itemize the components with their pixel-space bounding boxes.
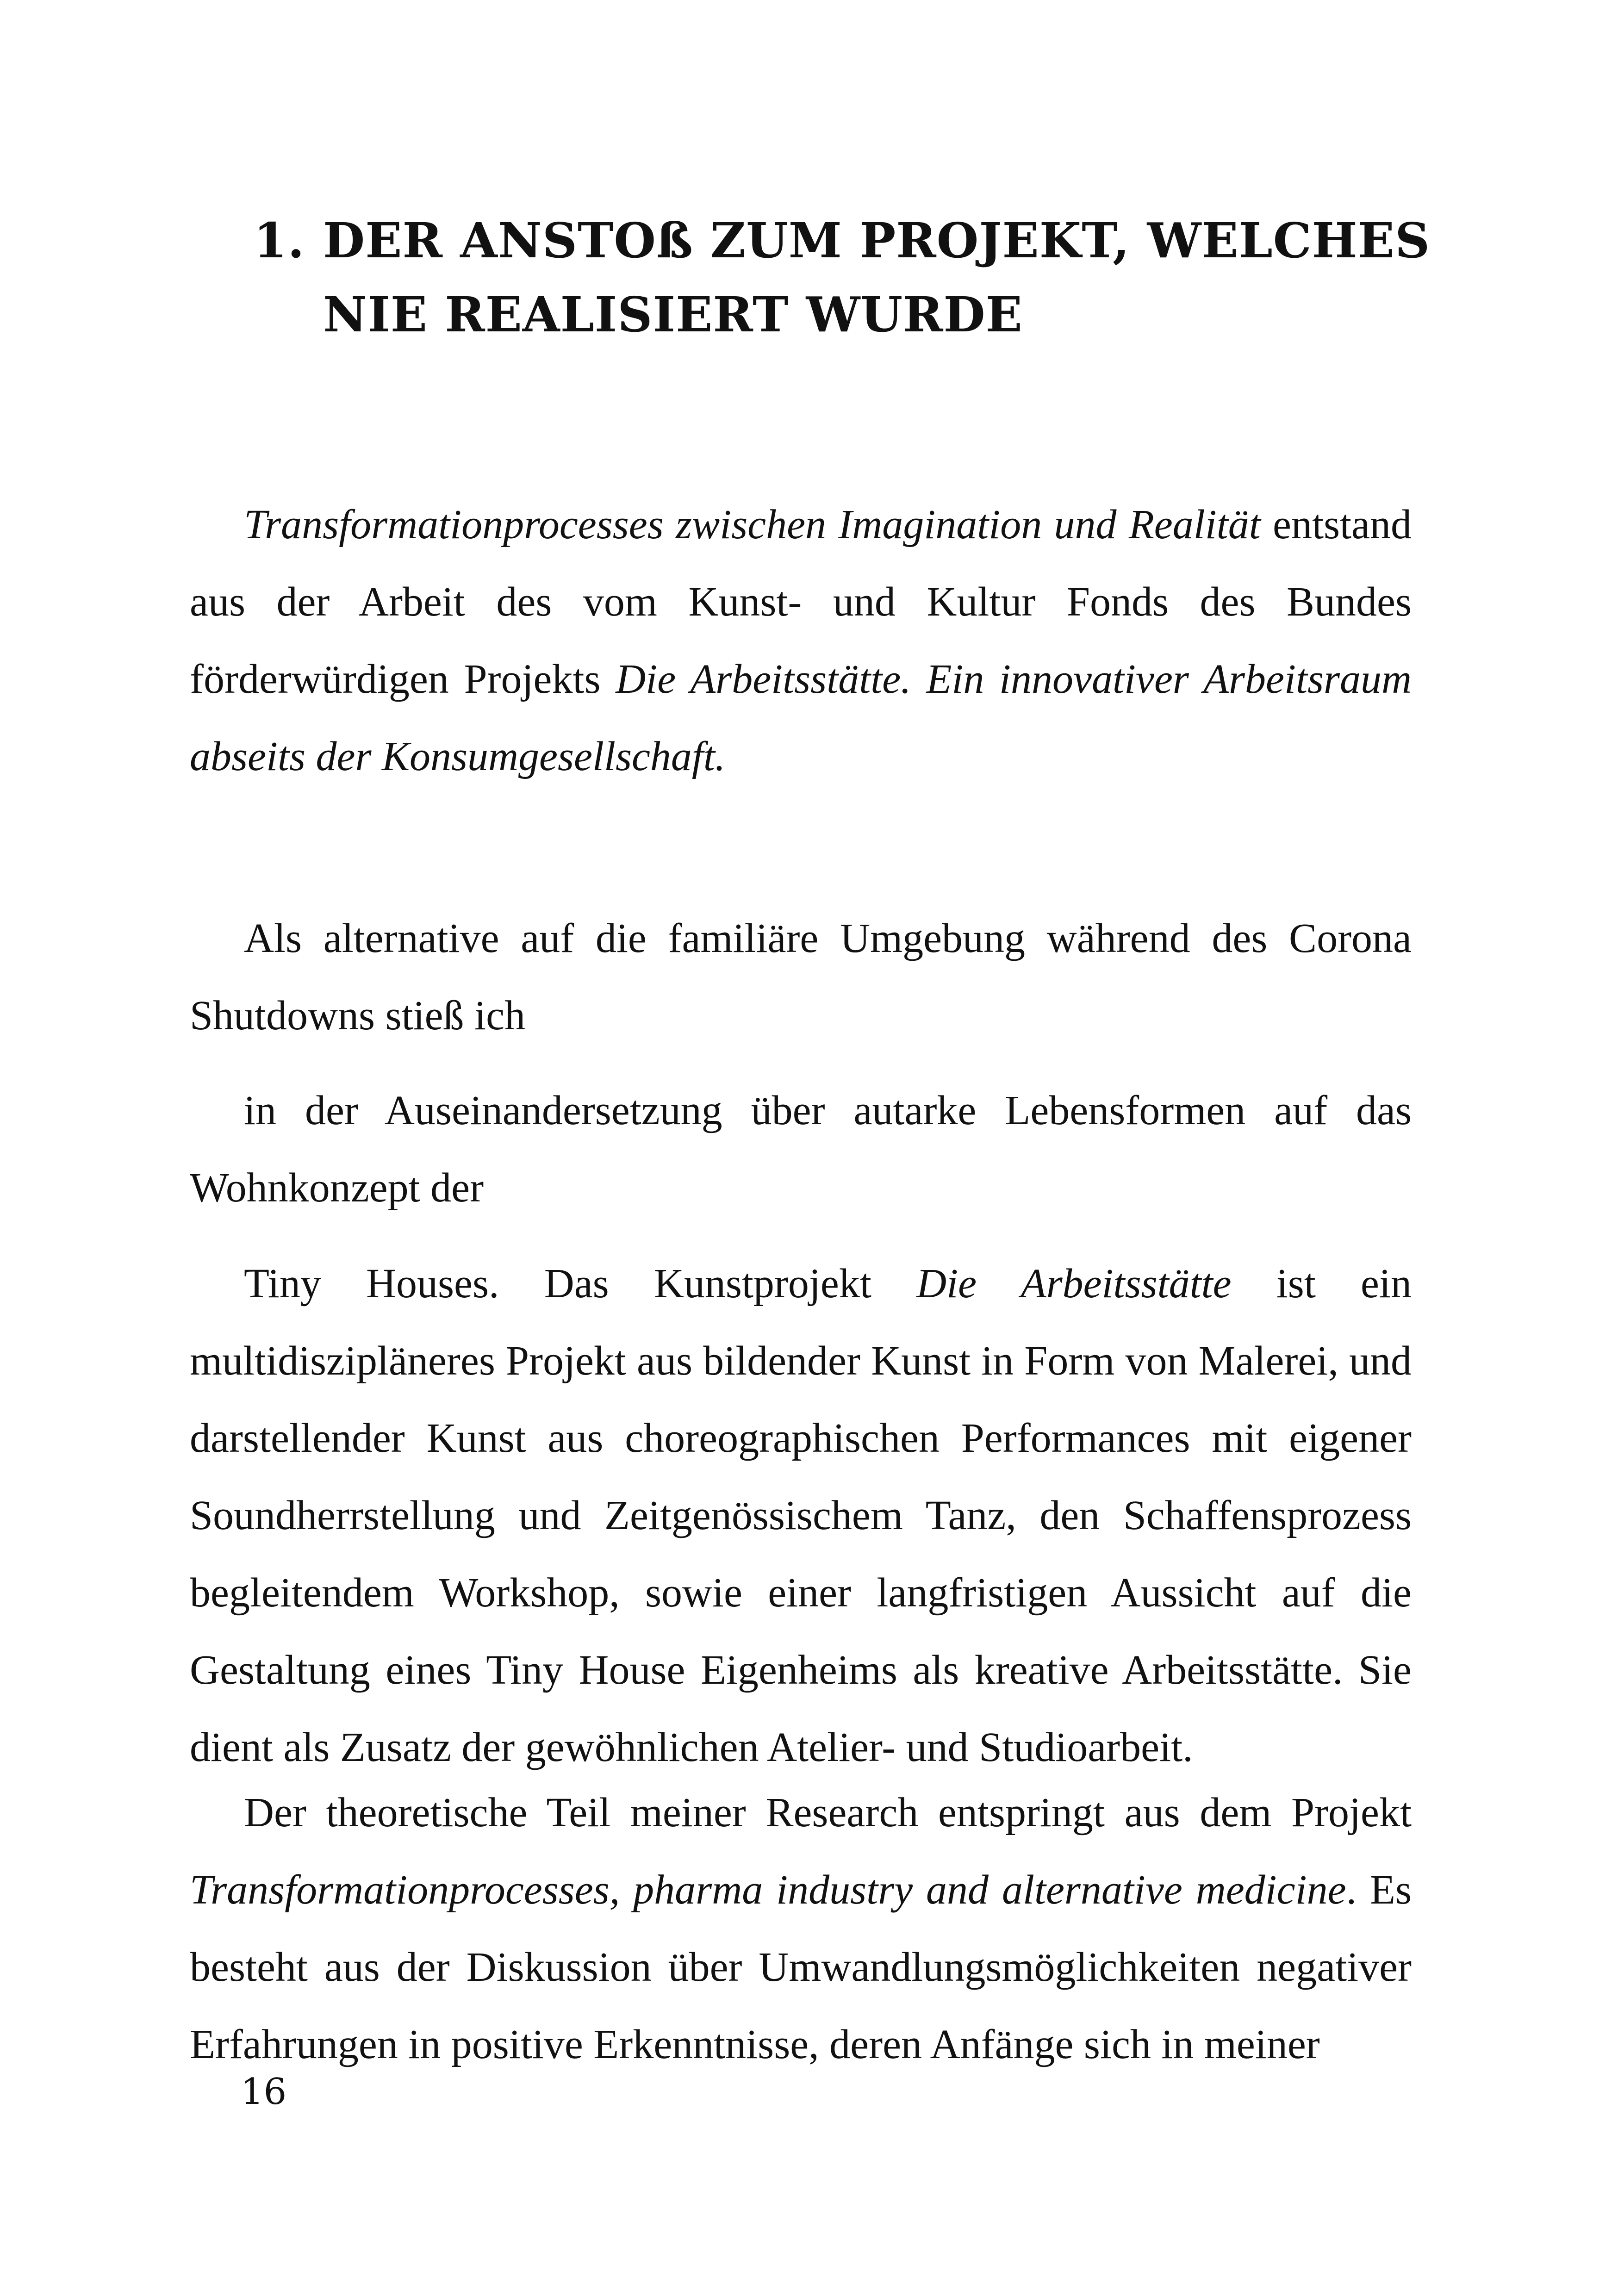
paragraph-tiny-houses — [190, 1245, 1412, 1786]
chapter-number: 1. — [254, 212, 305, 269]
paragraph-text: Tiny Houses. Das Kunstprojekt — [244, 1261, 917, 1307]
italic-project-title: Die Arbeitsstätte. Ein innovativer Arbeitsraum abseits der Konsumgesellschaft. — [190, 656, 1412, 779]
paragraph-living-forms — [190, 1072, 1412, 1226]
italic-project-title: Transformationprocesses, pharma industry and alternative medicine — [190, 1867, 1346, 1913]
paragraph-text: . Es besteht aus der Diskussion über Umwandlungsmöglichkeiten negativer Erfahrungen in positive Erkenntnisse, deren Anfänge sich in meiner — [190, 1867, 1412, 2067]
paragraph-text: ist ein multidiszipläneres Projekt aus bildender Kunst in Form von Malerei, und darstellender Kunst aus choreographischen Performances mit eigener Soundherrstellung und Zeitgenössischem Tanz, den Schaffensprozess begleitendem Workshop, sowie einer langfristigen Aussicht auf die Gestaltung eines Tiny House Eigenheims als kreative Arbeitsstätte. Sie dient als Zusatz der gewöhnlichen Atelier- und Studioarbeit. — [190, 1261, 1412, 1770]
italic-project-title: Die Arbeitsstätte — [916, 1261, 1232, 1307]
paragraph-text: entstand aus der Arbeit des vom Kunst- und Kultur Fonds des Bundes förderwürdigen Projekts — [190, 502, 1412, 702]
paragraph-theory — [190, 1774, 1412, 2083]
paragraph-text: in der Auseinandersetzung über autarke Lebensformen auf das Wohnkonzept der — [190, 1088, 1412, 1211]
paragraph-text: Als alternative auf die familiäre Umgebung während des Corona Shutdowns stieß ich — [190, 915, 1412, 1039]
chapter-title: DER ANSTOß ZUM PROJEKT, WELCHES NIE REALISIERT WURDE — [323, 212, 1431, 343]
italic-work-title: Transformationprocesses zwischen Imagination und Realität — [244, 502, 1261, 548]
paragraph-intro — [190, 486, 1412, 795]
paragraph-text: Der theoretische Teil meiner Research entspringt aus dem Projekt — [244, 1790, 1412, 1836]
page-number: 16 — [241, 2071, 287, 2113]
paragraph-corona — [190, 900, 1412, 1054]
chapter-heading — [254, 204, 1438, 352]
